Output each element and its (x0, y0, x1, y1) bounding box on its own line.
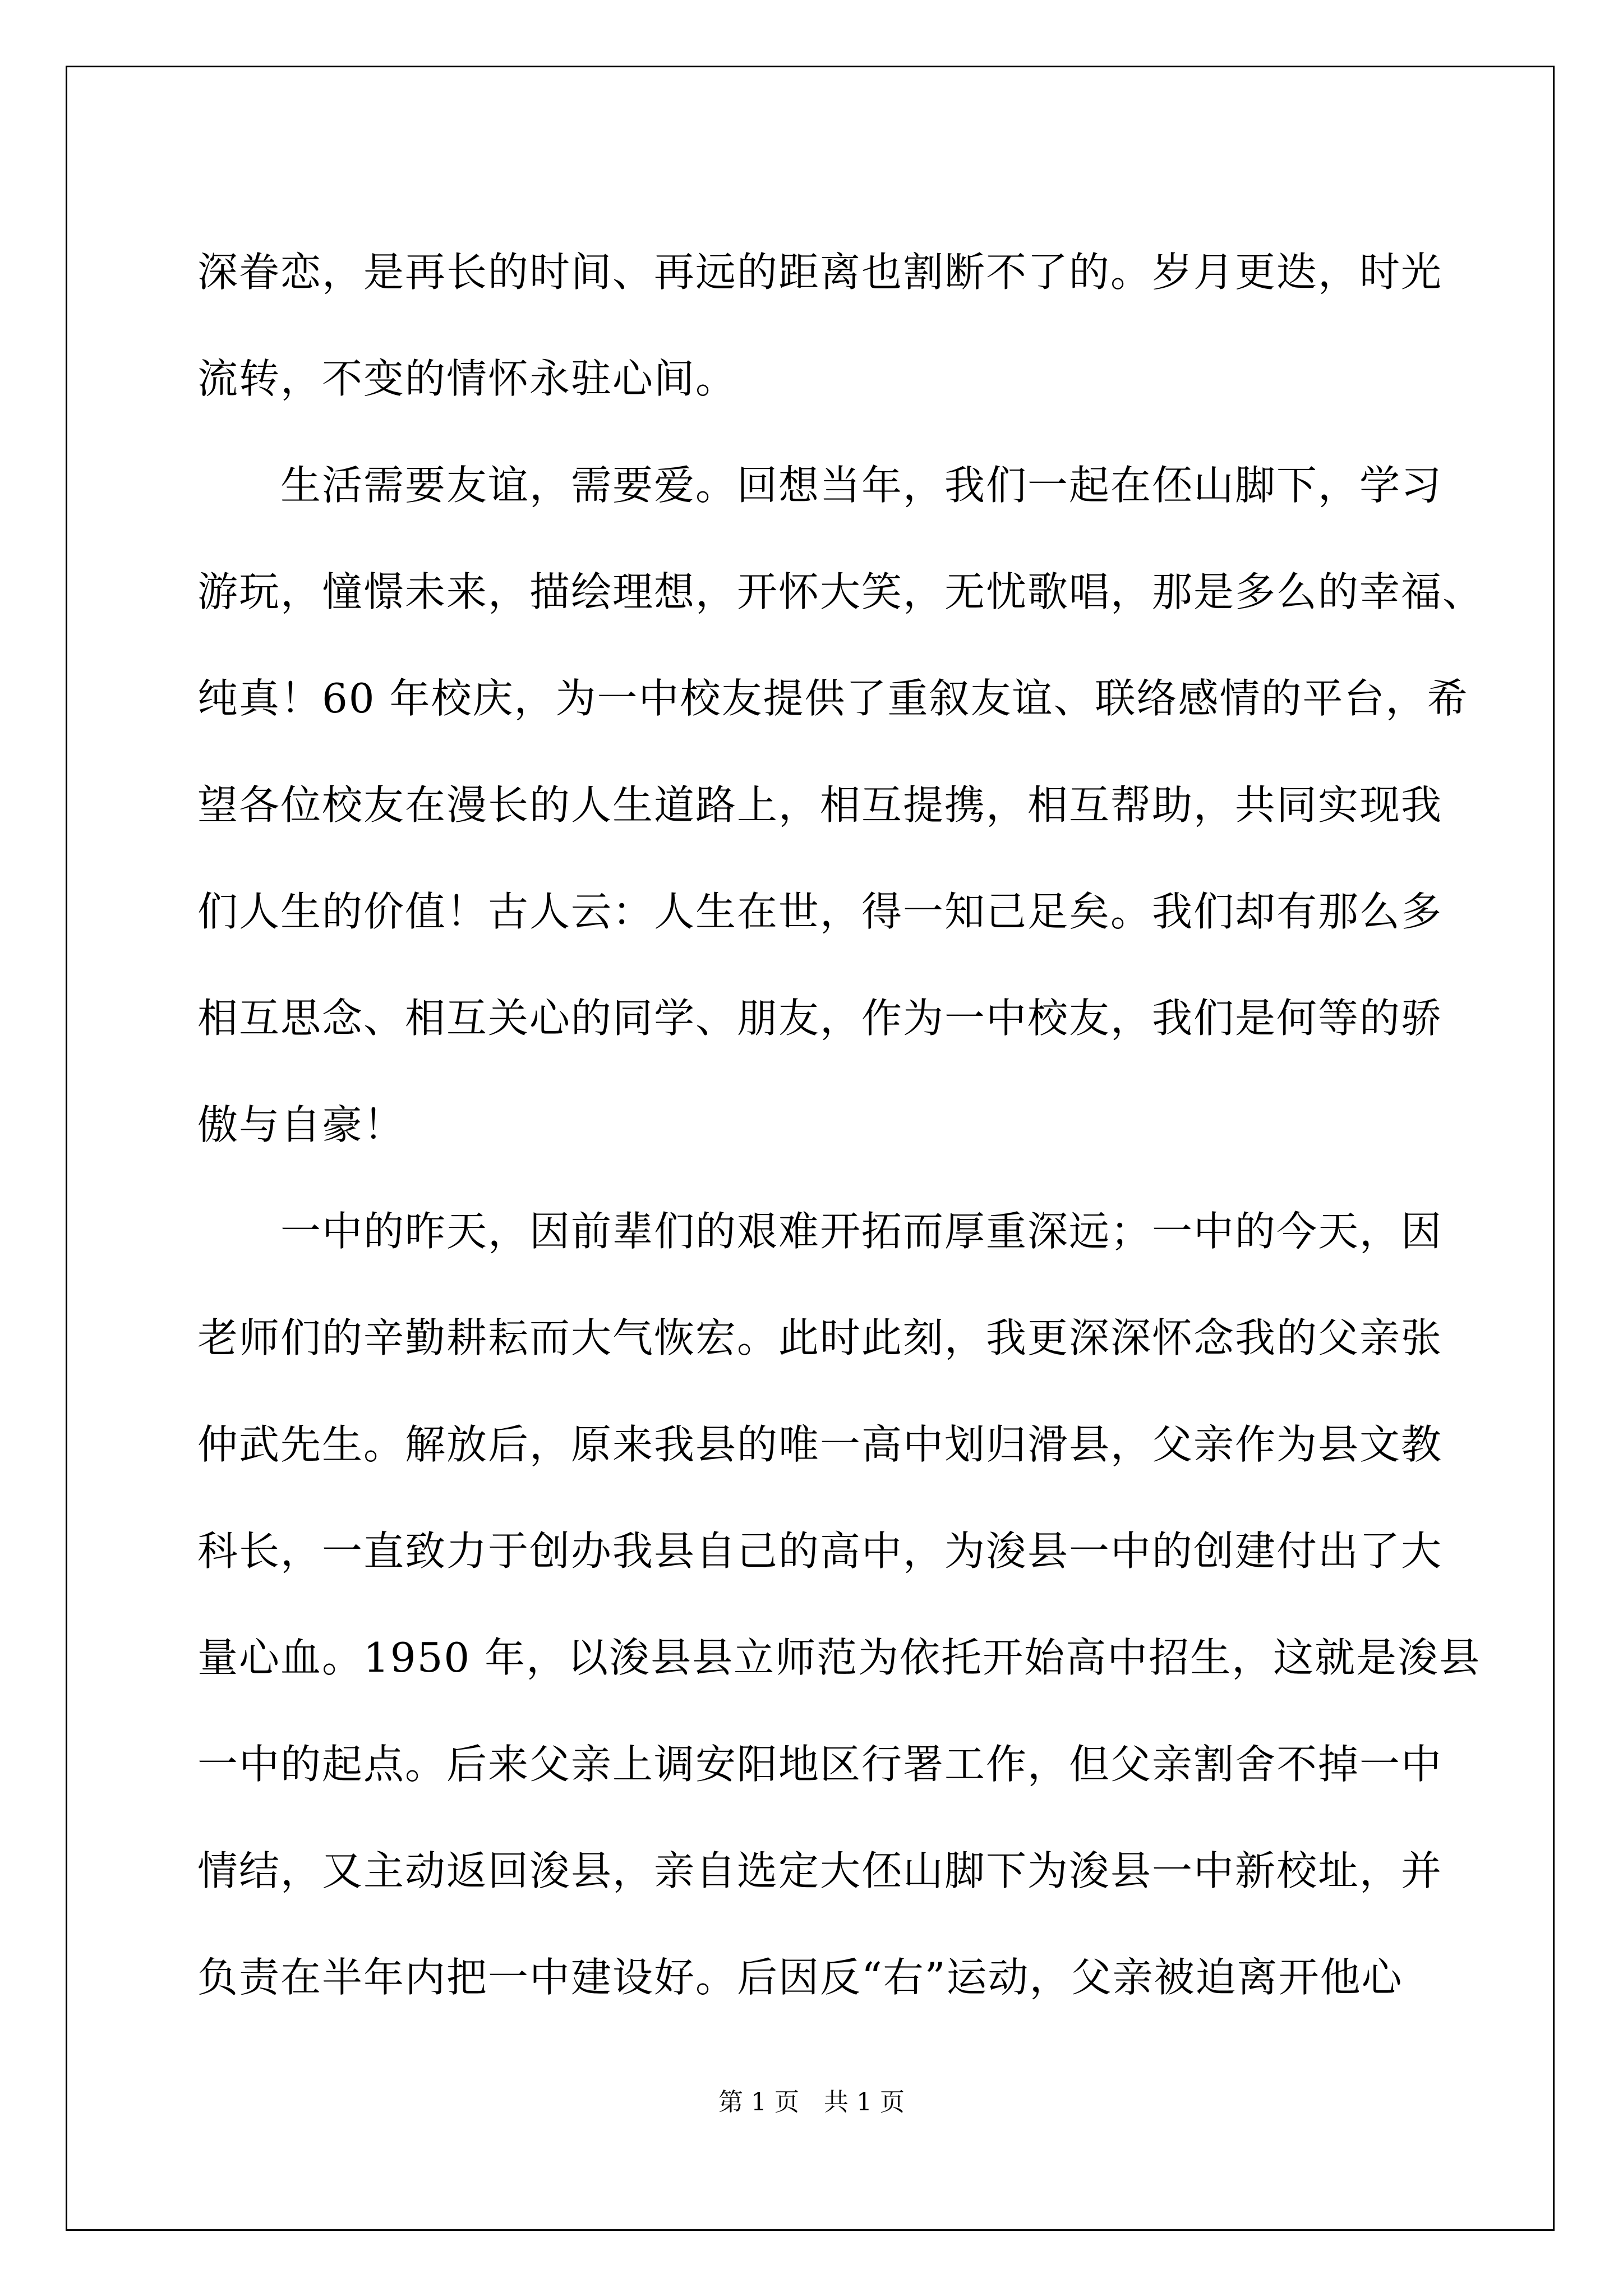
text-line: 纯真！60 年校庆，为一中校友提供了重叙友谊、联络感情的平台，希 (197, 675, 1469, 722)
text-line: 傲与自豪！ (197, 1101, 405, 1148)
text-line: 深眷恋，是再长的时间、再远的距离也割断不了的。岁月更迭，时光 (197, 249, 1443, 296)
text-line: 科长，一直致力于创办我县自己的高中，为浚县一中的创建付出了大 (197, 1527, 1443, 1575)
page-footer: 第 1 页 共 1 页 (718, 2088, 905, 2116)
text-line: 相互思念、相互关心的同学、朋友，作为一中校友，我们是何等的骄 (197, 995, 1443, 1042)
text-line: 情结，又主动返回浚县，亲自选定大伾山脚下为浚县一中新校址，并 (197, 1847, 1443, 1894)
text-line: 游玩，憧憬未来，描绘理想，开怀大笑，无忧歌唱，那是多么的幸福、 (197, 568, 1484, 615)
text-line: 流转，不变的情怀永驻心间。 (197, 355, 737, 402)
text-line: 老师们的辛勤耕耘而大气恢宏。此时此刻，我更深深怀念我的父亲张 (197, 1314, 1443, 1361)
text-line: 负责在半年内把一中建设好。后因反“右”运动，父亲被迫离开他心 (197, 1954, 1403, 2001)
document-body (197, 219, 1484, 2031)
text-line: 一中的昨天，因前辈们的艰难开拓而厚重深远；一中的今天，因 (197, 1208, 1443, 1255)
text-line: 仲武先生。解放后，原来我县的唯一高中划归滑县，父亲作为县文教 (197, 1421, 1443, 1468)
text-line: 望各位校友在漫长的人生道路上，相互提携，相互帮助，共同实现我 (197, 781, 1443, 829)
text-line: 量心血。1950 年，以浚县县立师范为依托开始高中招生，这就是浚县 (197, 1634, 1481, 1681)
text-line: 们人生的价值！古人云：人生在世，得一知己足矣。我们却有那么多 (197, 888, 1443, 935)
text-line: 一中的起点。后来父亲上调安阳地区行署工作，但父亲割舍不掉一中 (197, 1741, 1443, 1788)
text-line: 生活需要友谊，需要爱。回想当年，我们一起在伾山脚下，学习 (197, 462, 1443, 509)
